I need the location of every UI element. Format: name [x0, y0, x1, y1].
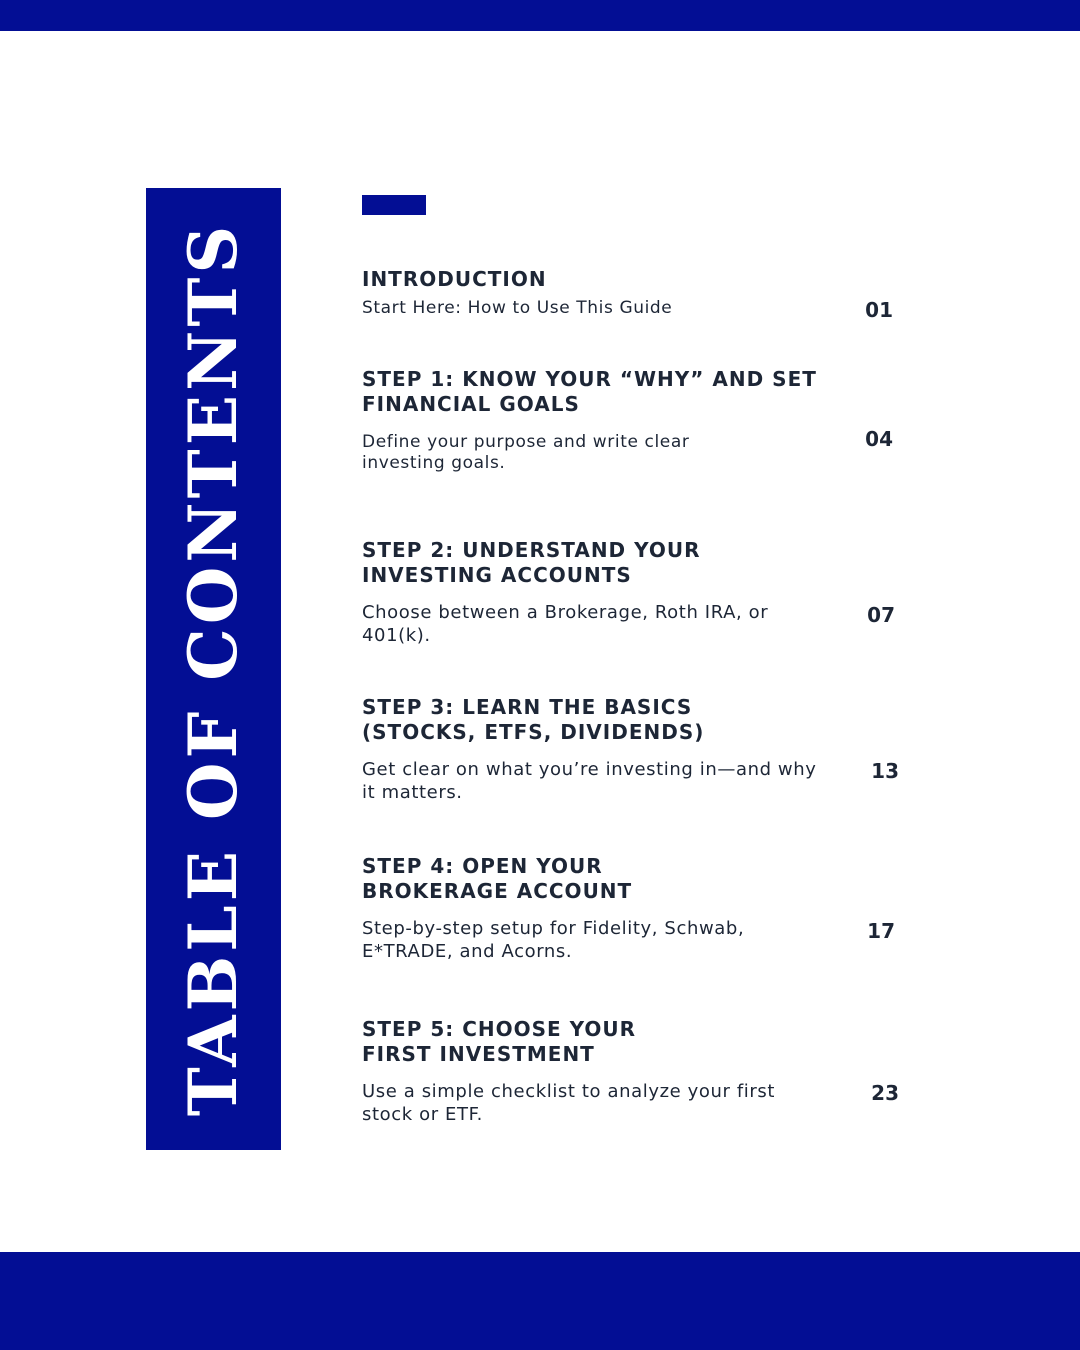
accent-bar — [362, 195, 426, 215]
toc-entry-page-number: 13 — [871, 759, 899, 783]
table-of-contents-title: TABLE OF CONTENTS — [174, 221, 252, 1117]
toc-entry-heading: INTRODUCTION — [362, 267, 547, 291]
toc-entry-page-number: 17 — [867, 919, 895, 943]
toc-entry-heading: STEP 3: LEARN THE BASICS (STOCKS, ETFS, DIVIDENDS) — [362, 695, 705, 744]
toc-entry-heading: STEP 4: OPEN YOUR BROKERAGE ACCOUNT — [362, 854, 633, 903]
toc-entry-heading: STEP 2: UNDERSTAND YOUR INVESTING ACCOUNTS — [362, 538, 701, 587]
toc-entry-description: Start Here: How to Use This Guide — [362, 298, 673, 318]
top-decorative-band — [0, 0, 1080, 31]
toc-entry-description: Choose between a Brokerage, Roth IRA, or 401(k). — [362, 602, 769, 646]
toc-entry-heading: STEP 5: CHOOSE YOUR FIRST INVESTMENT — [362, 1017, 637, 1066]
toc-entry-page-number: 23 — [871, 1081, 899, 1105]
toc-entry-description: Step-by-step setup for Fidelity, Schwab, E*TRADE, and Acorns. — [362, 918, 745, 962]
toc-entry-page-number: 07 — [867, 603, 895, 627]
side-title-banner — [146, 188, 281, 1150]
toc-entry-page-number: 01 — [865, 298, 893, 322]
toc-entry-description: Get clear on what you’re investing in—and why it matters. — [362, 759, 817, 803]
toc-entry-page-number: 04 — [865, 427, 893, 451]
toc-entry-heading: STEP 1: KNOW YOUR “WHY” AND SET FINANCIAL GOALS — [362, 367, 817, 416]
toc-entry-description: Define your purpose and write clear investing goals. — [362, 432, 690, 473]
bottom-decorative-band — [0, 1252, 1080, 1350]
toc-entry-description: Use a simple checklist to analyze your first stock or ETF. — [362, 1081, 776, 1125]
